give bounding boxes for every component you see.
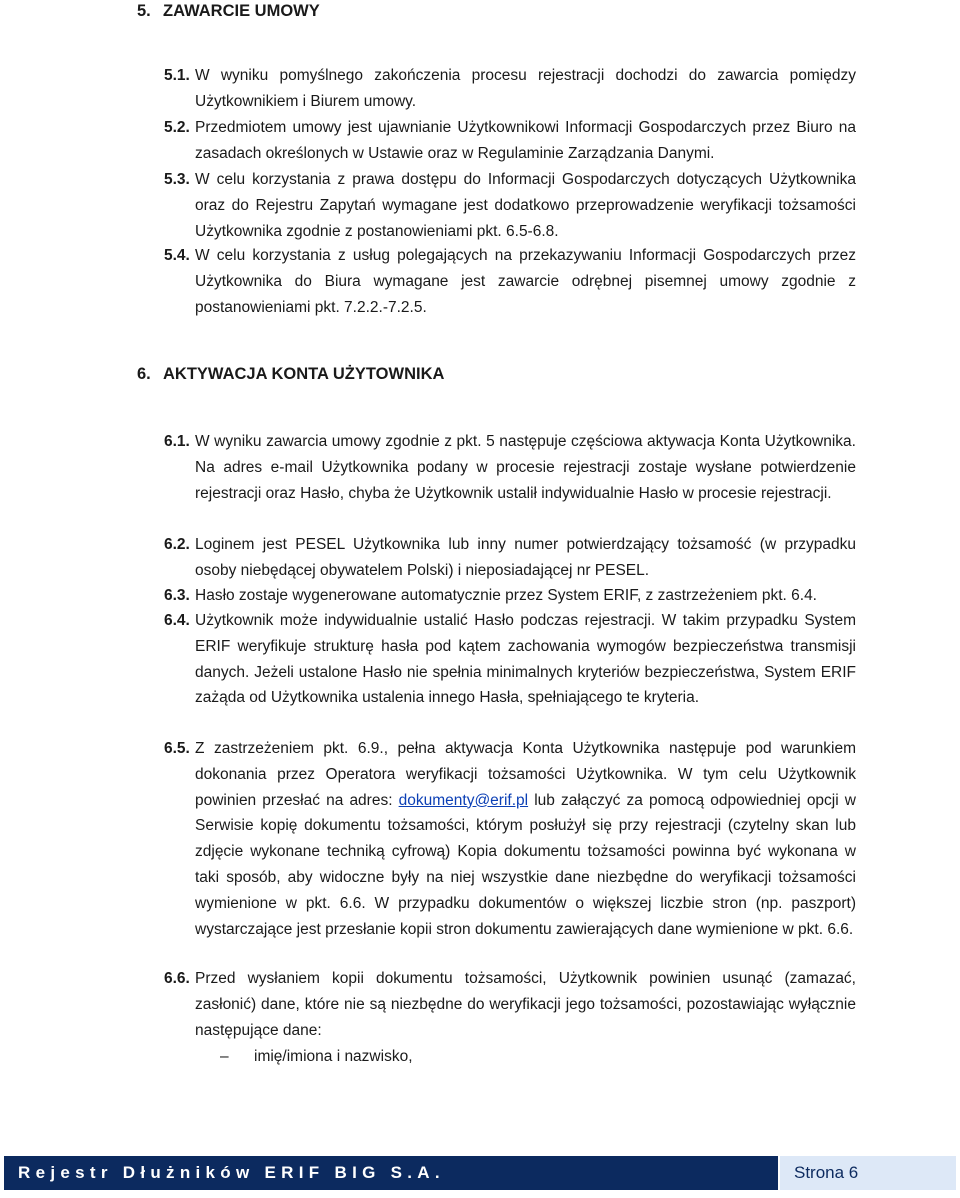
section-title: ZAWARCIE UMOWY <box>163 2 320 20</box>
clause-6-5 <box>164 736 856 942</box>
clause-text-part: Z zastrzeżeniem pkt. 6.9., pełna aktywacja Konta Użytkownika następuje pod warunkiem dokonania przez Operatora weryfikacji tożsamości Użytkownika. W tym celu Użytkownik powinien przesłać na adres: <box>195 740 856 809</box>
section-6-heading <box>137 363 444 385</box>
section-5-heading <box>137 0 320 22</box>
clause-number: 5.4. <box>164 247 190 264</box>
bullet-item <box>220 1044 413 1069</box>
section-number: 5. <box>137 2 151 20</box>
clause-text: Użytkownik może indywidualnie ustalić Hasło podczas rejestracji. W takim przypadku System ERIF weryfikuje strukturę hasła pod kątem zachowania wymogów bezpieczeństwa transmisji danych. Jeżeli ustalone Hasło nie spełnia minimalnych kryteriów bezpieczeństwa, System ERIF zażąda od Użytkownika ustalenia innego Hasła, spełniającego te kryteria. <box>195 612 856 707</box>
clause-text: Przed wysłaniem kopii dokumentu tożsamości, Użytkownik powinien usunąć (zamazać, zasłonić) dane, które nie są niezbędne do weryfikacji jego tożsamości, pozostawiając wyłącznie następujące dane: <box>195 970 856 1039</box>
clause-5-2 <box>164 115 856 167</box>
footer-page-number: Strona 6 <box>780 1156 956 1190</box>
clause-number: 6.2. <box>164 536 190 553</box>
section-title: AKTYWACJA KONTA UŻYTOWNIKA <box>163 365 445 383</box>
clause-text: Przedmiotem umowy jest ujawnianie Użytkownikowi Informacji Gospodarczych przez Biuro na zasadach określonych w Ustawie oraz w Regulaminie Zarządzania Danymi. <box>195 119 856 162</box>
clause-number: 5.3. <box>164 171 190 188</box>
clause-text-part: lub załączyć za pomocą odpowiedniej opcji w Serwisie kopię dokumentu tożsamości, którym posłużył się przy rejestracji (czytelny skan lub zdjęcie wykonane techniką cyfrową) Kopia dokumentu tożsamości powinna być wykonana w taki sposób, aby widoczne były na niej wszystkie dane niezbędne do weryfikacji tożsamości wymienione w pkt. 6.6. W przypadku dokumentów o większej liczbie stron (np. paszport) wystarczające jest przesłanie kopii stron dokumentu zawierających dane wymienione w pkt. 6.6. <box>195 791 856 938</box>
clause-number: 5.1. <box>164 67 190 84</box>
page-footer <box>0 1156 960 1190</box>
section-number: 6. <box>137 365 151 383</box>
clause-text <box>195 736 856 942</box>
footer-company: Rejestr Dłużników ERIF BIG S.A. <box>4 1156 778 1190</box>
clause-6-2 <box>164 532 856 584</box>
clause-6-1 <box>164 429 856 506</box>
clause-text: Loginem jest PESEL Użytkownika lub inny numer potwierdzający tożsamość (w przypadku osoby niebędącej obywatelem Polski) i nieposiadającej nr PESEL. <box>195 536 856 579</box>
clause-5-4 <box>164 243 856 320</box>
clause-text: W wyniku zawarcia umowy zgodnie z pkt. 5 następuje częściowa aktywacja Konta Użytkownika. Na adres e-mail Użytkownika podany w procesie rejestracji zostaje wysłane potwierdzenie rejestracji oraz Hasło, chyba że Użytkownik ustalił indywidualnie Hasło w procesie rejestracji. <box>195 433 856 502</box>
clause-text: W celu korzystania z usług polegających na przekazywaniu Informacji Gospodarczych przez Użytkownika do Biura wymagane jest zawarcie odrębnej pisemnej umowy zgodnie z postanowieniami pkt. 7.2.2.-7.2.5. <box>195 247 856 316</box>
clause-number: 6.6. <box>164 970 190 987</box>
clause-number: 6.3. <box>164 587 190 604</box>
dash-bullet: – <box>220 1048 229 1065</box>
bullet-text: imię/imiona i nazwisko, <box>254 1048 413 1065</box>
clause-number: 6.1. <box>164 433 190 450</box>
clause-5-1 <box>164 63 856 115</box>
clause-5-3 <box>164 167 856 244</box>
email-link[interactable]: dokumenty@erif.pl <box>398 791 529 809</box>
clause-text: Hasło zostaje wygenerowane automatycznie przez System ERIF, z zastrzeżeniem pkt. 6.4. <box>195 587 817 604</box>
clause-number: 5.2. <box>164 119 190 136</box>
clause-6-6 <box>164 966 856 1043</box>
clause-number: 6.4. <box>164 612 190 629</box>
clause-6-4 <box>164 608 856 711</box>
clause-6-3 <box>164 583 856 609</box>
clause-text: W wyniku pomyślnego zakończenia procesu rejestracji dochodzi do zawarcia pomiędzy Użytkownikiem i Biurem umowy. <box>195 67 856 110</box>
clause-text: W celu korzystania z prawa dostępu do Informacji Gospodarczych dotyczących Użytkownika oraz do Rejestru Zapytań wymagane jest dodatkowo przeprowadzenie weryfikacji tożsamości Użytkownika zgodnie z postanowieniami pkt. 6.5-6.8. <box>195 171 856 240</box>
clause-number: 6.5. <box>164 740 190 757</box>
